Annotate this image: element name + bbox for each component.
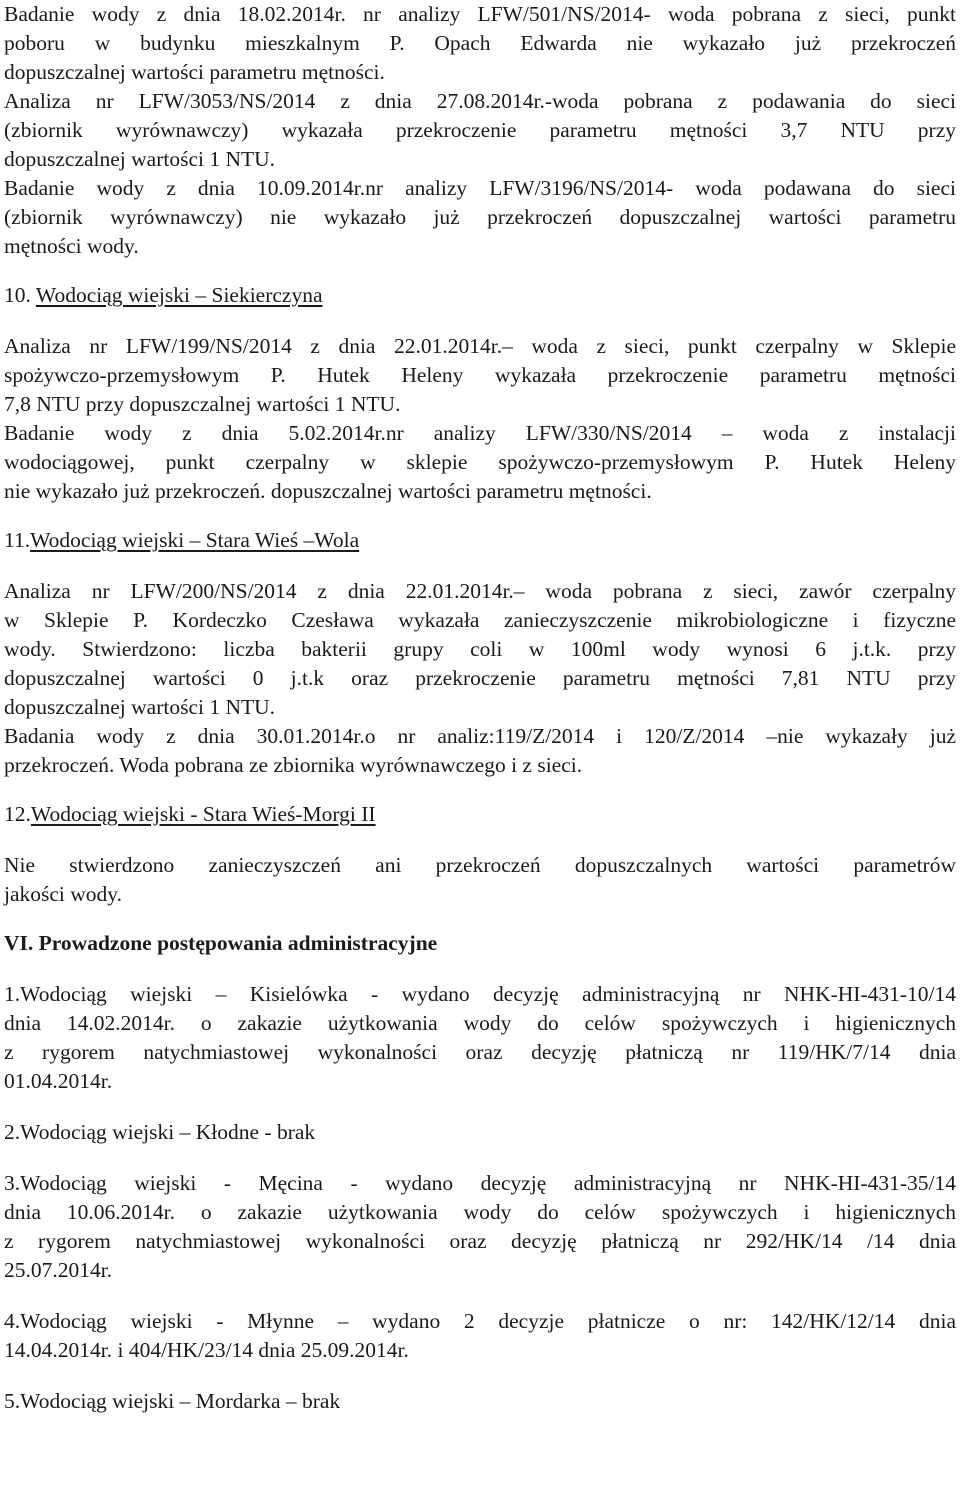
list-item [4, 980, 956, 1096]
text-line: dopuszczalnej wartości 0 j.t.k oraz przekroczenie parametru mętności 7,81 NTU przy [4, 666, 956, 690]
text-line: z rygorem natychmiastowej wykonalności oraz decyzję płatniczą nr 292/HK/14 /14 dnia [4, 1229, 956, 1253]
list-item [4, 1169, 956, 1285]
text-line: 4.Wodociąg wiejski - Młynne – wydano 2 decyzje płatnicze o nr: 142/HK/12/14 dnia [4, 1309, 956, 1333]
text-line: 25.07.2014r. [4, 1258, 113, 1282]
text-line: dopuszczalnej wartości parametru mętności. [4, 60, 385, 84]
text-line: dopuszczalnej wartości 1 NTU. [4, 695, 276, 719]
text-line: Badania wody z dnia 30.01.2014r.o nr analiz:119/Z/2014 i 120/Z/2014 –nie wykazały już [4, 724, 956, 748]
text-line: 2.Wodociąg wiejski – Kłodne - brak [4, 1120, 316, 1144]
text-line: dopuszczalnej wartości 1 NTU. [4, 147, 276, 171]
text-line: (zbiornik wyrównawczy) nie wykazało już przekroczeń dopuszczalnej wartości parametru [4, 205, 956, 229]
section-number: 10. [4, 283, 36, 307]
text-line: 01.04.2014r. [4, 1069, 113, 1093]
text-line: jakości wody. [4, 882, 123, 906]
section-title: Wodociąg wiejski – Siekierczyna [35, 283, 323, 307]
section-title: Wodociąg wiejski - Stara Wieś-Morgi II [30, 802, 376, 826]
text-line: przekroczeń. Woda pobrana ze zbiornika wyrównawczego i z sieci. [4, 753, 583, 777]
section-vi-title: VI. Prowadzone postępowania administracyjne [4, 931, 438, 955]
text-line: Analiza nr LFW/3053/NS/2014 z dnia 27.08.2014r.-woda pobrana z podawania do sieci [4, 89, 956, 113]
list-item [4, 1118, 956, 1147]
text-line: (zbiornik wyrównawczy) wykazała przekroczenie parametru mętności 3,7 NTU przy [4, 118, 956, 142]
text-line: 14.04.2014r. i 404/HK/23/14 dnia 25.09.2014r. [4, 1338, 409, 1362]
section-12-body [4, 851, 956, 909]
section-number: 11. [4, 528, 31, 552]
text-line: poboru w budynku mieszkalnym P. Opach Edwarda nie wykazało już przekroczeń [4, 31, 956, 55]
text-line: Nie stwierdzono zanieczyszczeń ani przekroczeń dopuszczalnych wartości parametrów [4, 853, 956, 877]
text-line: spożywczo-przemysłowym P. Hutek Heleny wykazała przekroczenie parametru mętności [4, 363, 956, 387]
text-line: 3.Wodociąg wiejski - Męcina - wydano decyzję administracyjną nr NHK-HI-431-35/14 [4, 1171, 956, 1195]
list-item [4, 1387, 956, 1416]
section-number: 12. [4, 802, 31, 826]
text-line: 7,8 NTU przy dopuszczalnej wartości 1 NTU. [4, 392, 401, 416]
section-title: Wodociąg wiejski – Stara Wieś –Wola [30, 528, 360, 552]
text-line: mętności wody. [4, 234, 139, 258]
text-line: wody. Stwierdzono: liczba bakterii grupy coli w 100ml wody wynosi 6 j.t.k. przy [4, 637, 956, 661]
text-line: Badanie wody z dnia 10.09.2014r.nr analizy LFW/3196/NS/2014- woda podawana do sieci [4, 176, 956, 200]
list-item [4, 1307, 956, 1365]
section-11-heading [4, 526, 956, 555]
section-12-heading [4, 800, 956, 829]
text-line: wodociągowej, punkt czerpalny w sklepie spożywczo-przemysłowym P. Hutek Heleny [4, 450, 956, 474]
text-line: Badanie wody z dnia 5.02.2014r.nr analizy LFW/330/NS/2014 – woda z instalacji [4, 421, 956, 445]
text-line: nie wykazało już przekroczeń. dopuszczalnej wartości parametru mętności. [4, 479, 652, 503]
text-line: Analiza nr LFW/199/NS/2014 z dnia 22.01.2014r.– woda z sieci, punkt czerpalny w Sklepie [4, 334, 956, 358]
text-line: 5.Wodociąg wiejski – Mordarka – brak [4, 1389, 341, 1413]
text-line: z rygorem natychmiastowej wykonalności oraz decyzję płatniczą nr 119/HK/7/14 dnia [4, 1040, 956, 1064]
text-line: w Sklepie P. Kordeczko Czesława wykazała zanieczyszczenie mikrobiologiczne i fizyczne [4, 608, 956, 632]
text-line: 1.Wodociąg wiejski – Kisielówka - wydano decyzję administracyjną nr NHK-HI-431-10/14 [4, 982, 956, 1006]
text-line: Analiza nr LFW/200/NS/2014 z dnia 22.01.2014r.– woda pobrana z sieci, zawór czerpalny [4, 579, 956, 603]
text-line: dnia 10.06.2014r. o zakazie użytkowania wody do celów spożywczych i higienicznych [4, 1200, 956, 1224]
text-line: dnia 14.02.2014r. o zakazie użytkowania wody do celów spożywczych i higienicznych [4, 1011, 956, 1035]
intro-paragraph [4, 0, 956, 261]
text-line: Badanie wody z dnia 18.02.2014r. nr analizy LFW/501/NS/2014- woda pobrana z sieci, punkt [4, 2, 956, 26]
section-10-heading [4, 281, 956, 310]
section-10-body [4, 332, 956, 506]
section-11-body [4, 577, 956, 780]
